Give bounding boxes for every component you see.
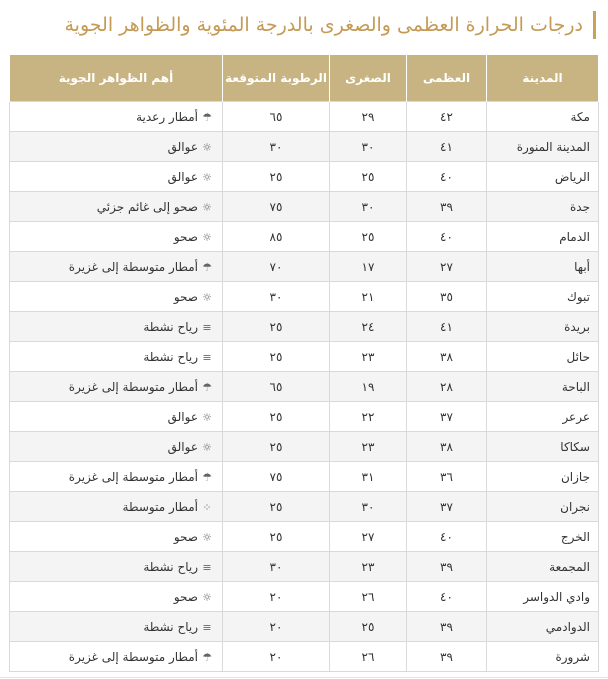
cell-min: ٢٥ <box>330 612 407 642</box>
cell-max: ٢٨ <box>407 372 487 402</box>
table-row <box>10 342 599 372</box>
wind-icon: ≡ <box>202 350 212 364</box>
weather-label: أمطار متوسطة إلى غزيرة <box>68 469 198 484</box>
partly-cloudy-icon: ☼ <box>202 200 212 214</box>
cell-weather <box>10 102 223 132</box>
cell-max: ٢٧ <box>407 252 487 282</box>
cell-weather <box>10 192 223 222</box>
table-row <box>10 432 599 462</box>
weather-label: صحو <box>173 289 198 304</box>
table-row <box>10 282 599 312</box>
heavy-rain-icon: ☂ <box>202 470 212 484</box>
cell-min: ٢٥ <box>330 162 407 192</box>
weather-label: رياح نشطة <box>143 319 198 334</box>
cell-weather <box>10 342 223 372</box>
cell-city: الخرج <box>487 522 599 552</box>
cell-weather <box>10 462 223 492</box>
cell-humidity: ٧٥ <box>223 192 330 222</box>
cell-min: ٢١ <box>330 282 407 312</box>
cell-city: أبها <box>487 252 599 282</box>
cell-max: ٣٧ <box>407 492 487 522</box>
cell-humidity: ٧٠ <box>223 252 330 282</box>
cell-max: ٣٥ <box>407 282 487 312</box>
cell-min: ٢٣ <box>330 552 407 582</box>
weather-table-container <box>9 55 599 672</box>
cell-max: ٤٠ <box>407 522 487 552</box>
weather-label: صحو إلى غائم جزئي <box>96 199 198 214</box>
cell-min: ٣٠ <box>330 492 407 522</box>
weather-label: عوالق <box>167 439 198 454</box>
weather-label: رياح نشطة <box>143 619 198 634</box>
cell-city: تبوك <box>487 282 599 312</box>
cell-humidity: ٢٥ <box>223 312 330 342</box>
wind-icon: ≡ <box>202 620 212 634</box>
cell-max: ٤١ <box>407 132 487 162</box>
weather-label: رياح نشطة <box>143 559 198 574</box>
weather-label: عوالق <box>167 409 198 424</box>
dust-icon: ☼ <box>202 440 212 454</box>
cell-min: ١٩ <box>330 372 407 402</box>
cell-max: ٤٠ <box>407 222 487 252</box>
table-row <box>10 582 599 612</box>
cell-city: عرعر <box>487 402 599 432</box>
dust-icon: ☼ <box>202 170 212 184</box>
header-min: الصغرى <box>330 55 407 102</box>
weather-label: أمطار متوسطة إلى غزيرة <box>68 649 198 664</box>
cell-min: ٢٣ <box>330 432 407 462</box>
weather-label: صحو <box>173 229 198 244</box>
cell-humidity: ٢٥ <box>223 162 330 192</box>
table-body <box>10 102 599 672</box>
cell-city: نجران <box>487 492 599 522</box>
cell-max: ٣٩ <box>407 552 487 582</box>
cell-weather <box>10 282 223 312</box>
table-row <box>10 162 599 192</box>
table-row <box>10 552 599 582</box>
header-humidity: الرطوبة المتوقعة <box>223 55 330 102</box>
dust-icon: ☼ <box>202 140 212 154</box>
header-weather: أهم الظواهر الجوية <box>10 55 223 102</box>
cell-weather <box>10 132 223 162</box>
cell-weather <box>10 222 223 252</box>
weather-label: أمطار متوسطة إلى غزيرة <box>68 379 198 394</box>
heavy-rain-icon: ☂ <box>202 650 212 664</box>
cell-humidity: ٨٥ <box>223 222 330 252</box>
weather-label: عوالق <box>167 139 198 154</box>
cell-city: سكاكا <box>487 432 599 462</box>
cell-weather <box>10 582 223 612</box>
cell-city: المدينة المنورة <box>487 132 599 162</box>
cell-humidity: ٢٥ <box>223 342 330 372</box>
header-city: المدينة <box>487 55 599 102</box>
weather-label: صحو <box>173 589 198 604</box>
cell-city: الدمام <box>487 222 599 252</box>
table-row <box>10 372 599 402</box>
table-row <box>10 132 599 162</box>
weather-label: رياح نشطة <box>143 349 198 364</box>
table-row <box>10 642 599 672</box>
cell-city: وادي الدواسر <box>487 582 599 612</box>
cell-min: ٢٣ <box>330 342 407 372</box>
cell-min: ٢٦ <box>330 642 407 672</box>
cell-city: جازان <box>487 462 599 492</box>
cell-weather <box>10 492 223 522</box>
cell-weather <box>10 432 223 462</box>
table-row <box>10 402 599 432</box>
cell-weather <box>10 312 223 342</box>
cell-min: ٢٦ <box>330 582 407 612</box>
cell-weather <box>10 162 223 192</box>
page-header <box>12 8 596 42</box>
cell-humidity: ٢٠ <box>223 642 330 672</box>
cell-min: ٣١ <box>330 462 407 492</box>
sun-icon: ☼ <box>202 530 212 544</box>
cell-max: ٤٢ <box>407 102 487 132</box>
thunder-rain-icon: ☂ <box>202 110 212 124</box>
table-row <box>10 102 599 132</box>
weather-label: أمطار متوسطة إلى غزيرة <box>68 259 198 274</box>
sun-icon: ☼ <box>202 590 212 604</box>
table-row <box>10 522 599 552</box>
cell-city: مكة <box>487 102 599 132</box>
cell-city: حائل <box>487 342 599 372</box>
cell-max: ٣٧ <box>407 402 487 432</box>
cell-city: الرياض <box>487 162 599 192</box>
weather-label: أمطار متوسطة <box>122 499 198 514</box>
table-row <box>10 612 599 642</box>
cell-humidity: ٣٠ <box>223 132 330 162</box>
cell-min: ٢٩ <box>330 102 407 132</box>
cell-humidity: ٣٠ <box>223 552 330 582</box>
cell-max: ٣٩ <box>407 192 487 222</box>
table-row <box>10 222 599 252</box>
cell-humidity: ٦٥ <box>223 372 330 402</box>
cell-city: المجمعة <box>487 552 599 582</box>
title-accent-bar <box>593 11 596 39</box>
cell-weather <box>10 552 223 582</box>
cell-humidity: ٢٠ <box>223 612 330 642</box>
cell-city: الباحة <box>487 372 599 402</box>
header-max: العظمى <box>407 55 487 102</box>
cell-min: ٢٥ <box>330 222 407 252</box>
heavy-rain-icon: ☂ <box>202 380 212 394</box>
cell-weather <box>10 252 223 282</box>
cell-min: ٣٠ <box>330 192 407 222</box>
cell-min: ٣٠ <box>330 132 407 162</box>
cell-humidity: ٧٥ <box>223 462 330 492</box>
cell-max: ٣٨ <box>407 432 487 462</box>
sun-icon: ☼ <box>202 230 212 244</box>
page-divider <box>0 677 608 678</box>
table-row <box>10 462 599 492</box>
cell-max: ٤١ <box>407 312 487 342</box>
table-row <box>10 492 599 522</box>
cell-weather <box>10 642 223 672</box>
moderate-rain-icon: ⁘ <box>202 500 212 514</box>
cell-humidity: ٣٠ <box>223 282 330 312</box>
cell-min: ٢٢ <box>330 402 407 432</box>
cell-weather <box>10 402 223 432</box>
cell-min: ١٧ <box>330 252 407 282</box>
cell-city: بريدة <box>487 312 599 342</box>
table-header-row <box>10 55 599 102</box>
table-row <box>10 312 599 342</box>
sun-icon: ☼ <box>202 290 212 304</box>
cell-humidity: ٢٥ <box>223 402 330 432</box>
weather-table <box>9 55 599 672</box>
dust-icon: ☼ <box>202 410 212 424</box>
cell-min: ٢٤ <box>330 312 407 342</box>
wind-icon: ≡ <box>202 560 212 574</box>
cell-humidity: ٢٠ <box>223 582 330 612</box>
cell-min: ٢٧ <box>330 522 407 552</box>
wind-icon: ≡ <box>202 320 212 334</box>
cell-humidity: ٦٥ <box>223 102 330 132</box>
weather-label: عوالق <box>167 169 198 184</box>
weather-label: صحو <box>173 529 198 544</box>
cell-city: شرورة <box>487 642 599 672</box>
cell-max: ٣٩ <box>407 612 487 642</box>
table-row <box>10 192 599 222</box>
cell-max: ٣٦ <box>407 462 487 492</box>
cell-city: الدوادمي <box>487 612 599 642</box>
weather-label: أمطار رعدية <box>136 109 198 124</box>
cell-max: ٣٨ <box>407 342 487 372</box>
cell-humidity: ٢٥ <box>223 522 330 552</box>
page-title: درجات الحرارة العظمى والصغرى بالدرجة المئوية والظواهر الجوية <box>64 14 583 36</box>
cell-max: ٤٠ <box>407 582 487 612</box>
heavy-rain-icon: ☂ <box>202 260 212 274</box>
cell-humidity: ٢٥ <box>223 492 330 522</box>
cell-weather <box>10 372 223 402</box>
cell-max: ٣٩ <box>407 642 487 672</box>
cell-humidity: ٢٥ <box>223 432 330 462</box>
cell-max: ٤٠ <box>407 162 487 192</box>
table-row <box>10 252 599 282</box>
cell-weather <box>10 522 223 552</box>
cell-weather <box>10 612 223 642</box>
cell-city: جدة <box>487 192 599 222</box>
